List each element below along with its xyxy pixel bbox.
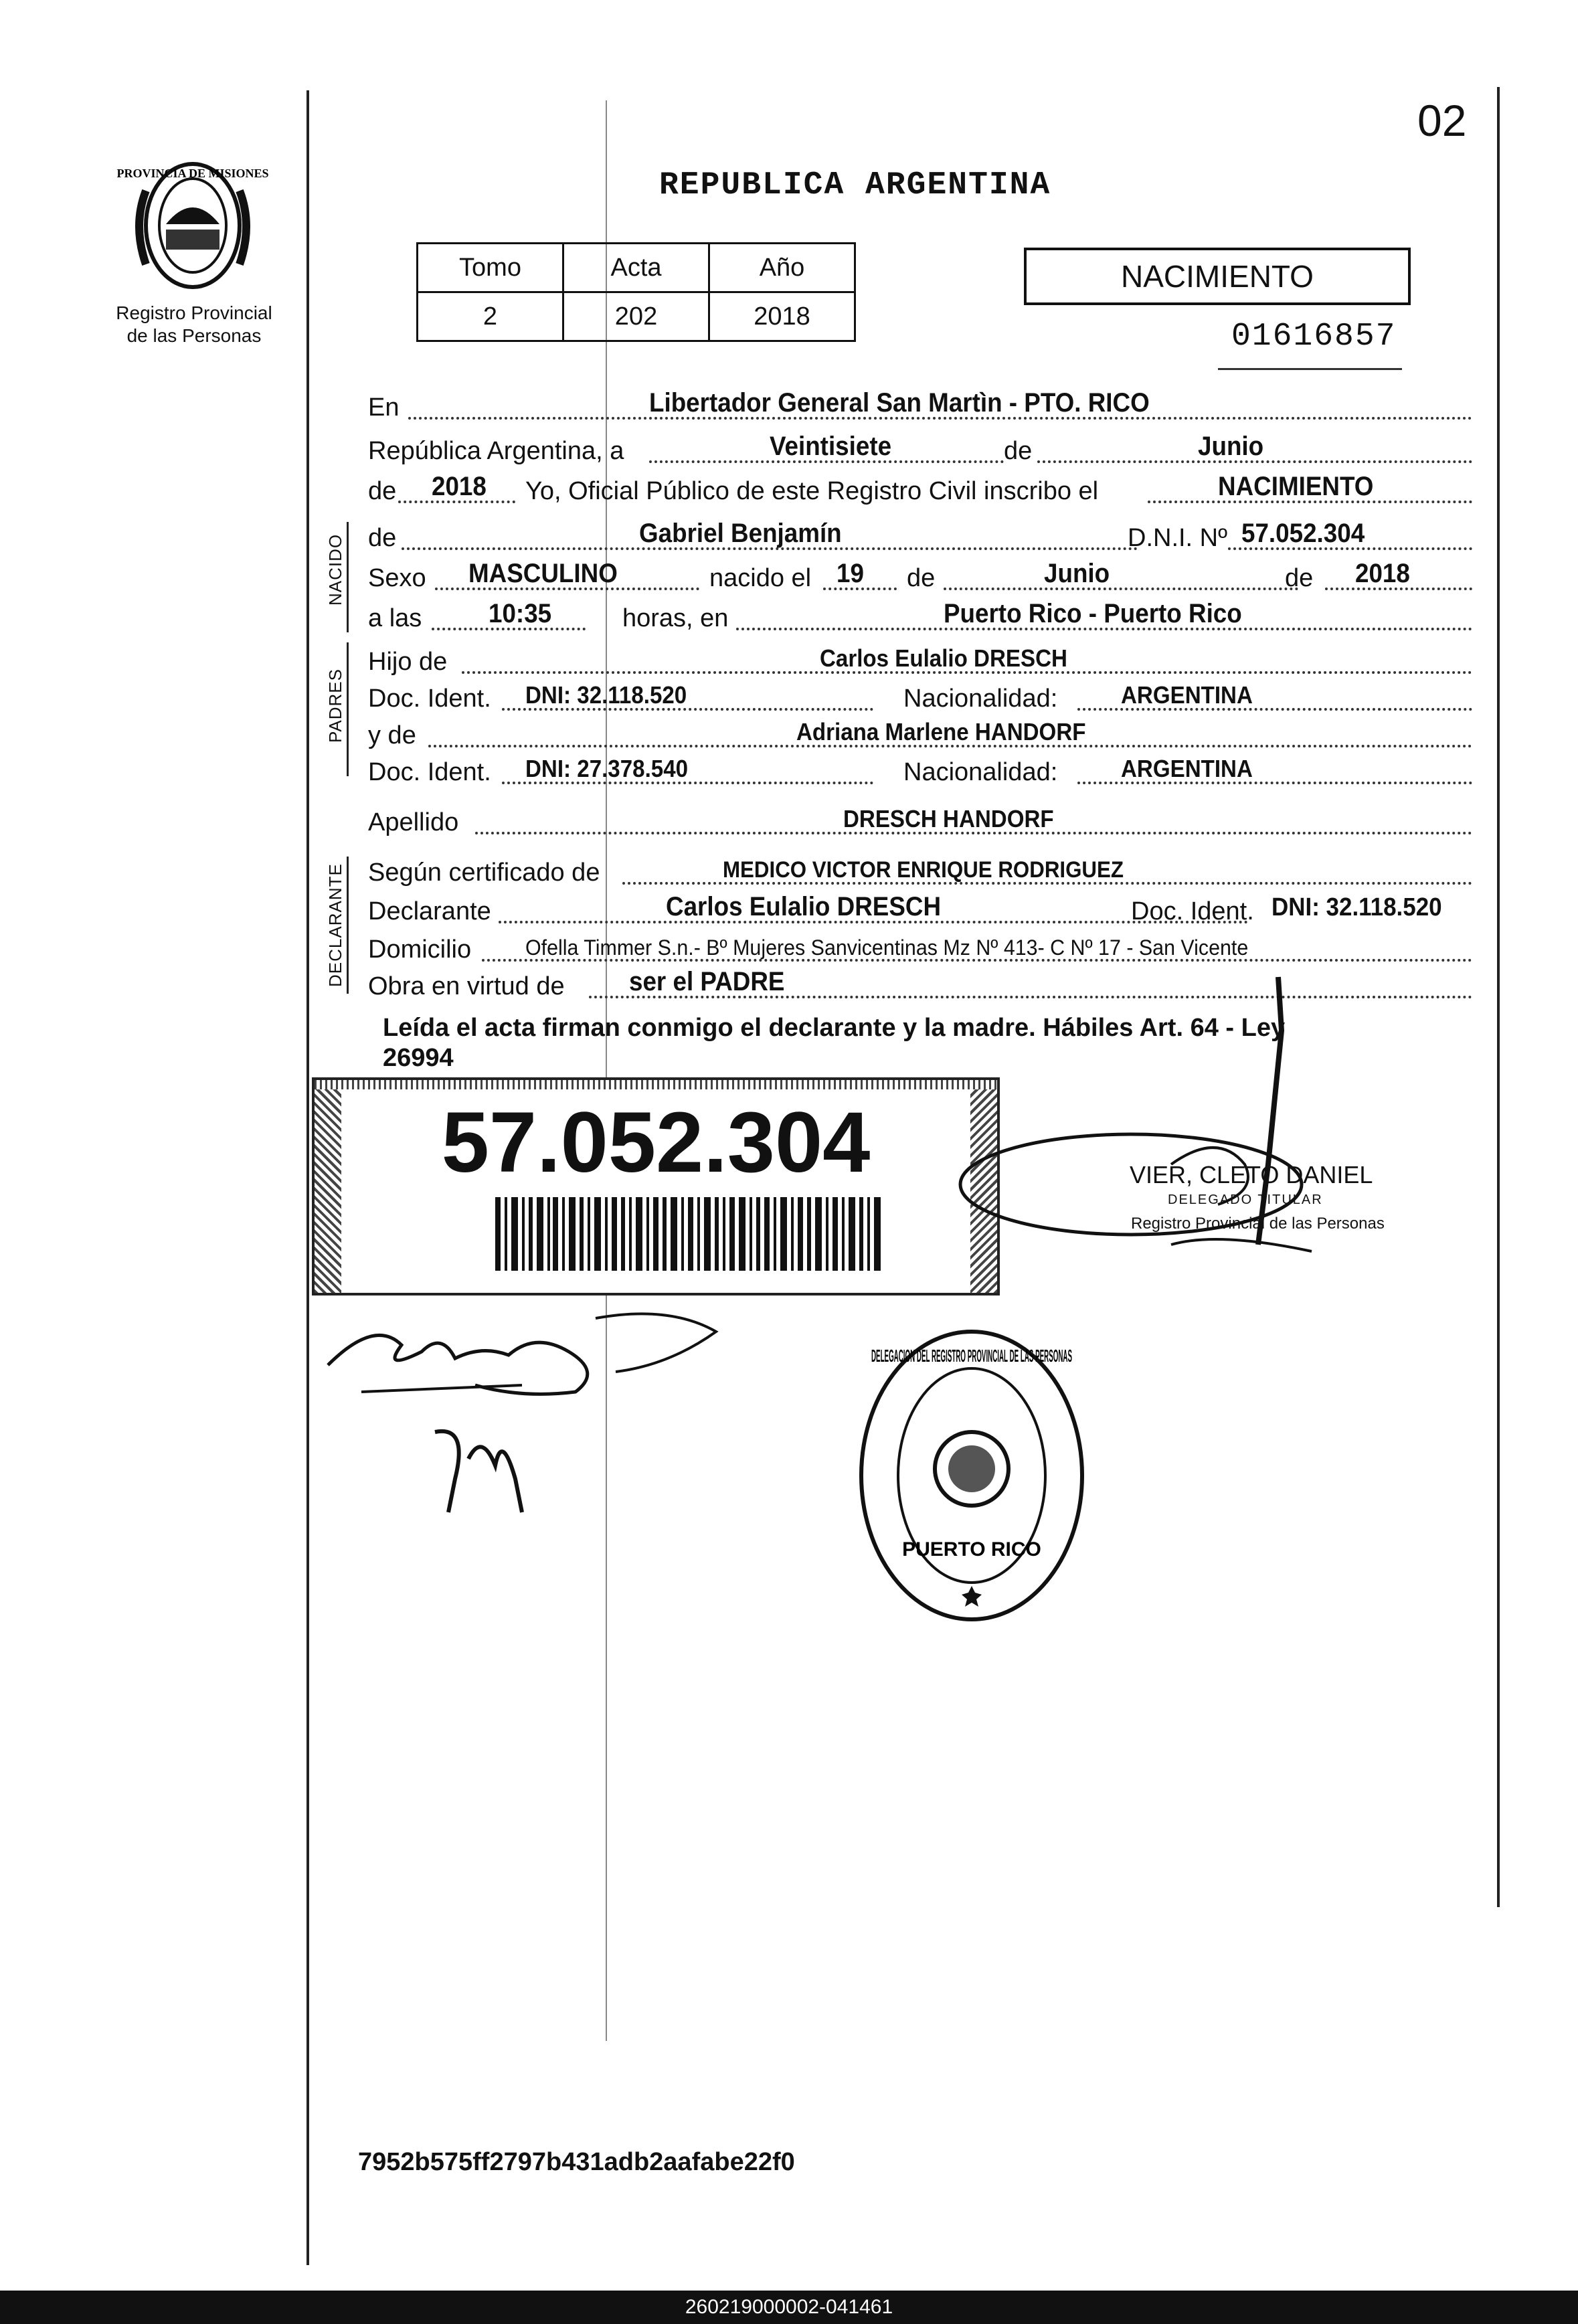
declarant-signature-icon [321,1291,736,1425]
footer-code: 260219000002-041461 [685,2296,893,2318]
madre-doc: DNI: 27.378.540 [525,755,689,782]
nacido-de2-label: de [907,564,936,592]
nacido-dni: 57.052.304 [1241,519,1365,548]
madre-doc-label: Doc. Ident. [368,758,491,786]
sexo-value: MASCULINO [468,559,618,588]
row-apellido [368,793,1472,840]
padre-nac-label: Nacionalidad: [903,685,1058,713]
province-shield-icon [116,151,269,301]
anio-header: Año [709,244,855,292]
padre-nombre: Carlos Eulalio DRESCH [820,644,1067,672]
tomo-acta-anio-table [416,242,856,342]
obra-value: ser el PADRE [629,967,785,996]
nacido-hora: 10:35 [489,599,552,628]
declarante-doc-label: Doc. Ident. [1131,897,1254,925]
official-name: VIER, CLETO DANIEL [1130,1161,1373,1188]
en-label: En [368,393,400,422]
province-logo [116,151,269,301]
nacido-lugar: Puerto Rico - Puerto Rico [944,599,1242,628]
nacido-de3-label: de [1285,564,1314,592]
row-en [368,378,1472,425]
closing-text-2: 26994 [383,1044,454,1072]
madre-nac-label: Nacionalidad: [903,758,1058,786]
nacido-mes: Junio [1044,559,1110,588]
official-role: DELEGADO TITULAR [1168,1192,1323,1207]
certificado-value: MEDICO VICTOR ENRIQUE RODRIGUEZ [723,857,1124,883]
madre-nombre: Adriana Marlene HANDORF [796,718,1086,745]
de-label: de [1004,437,1033,465]
madre-nacionalidad: ARGENTINA [1121,755,1253,782]
nacido-anio: 2018 [1355,559,1410,588]
inscribo-value: NACIMIENTO [1218,472,1374,501]
tomo-header: Tomo [418,244,563,292]
padres-section-label: PADRES [325,668,345,743]
segun-label: Según certificado de [368,859,600,887]
nacido-el-label: nacido el [709,564,812,592]
en-value: Libertador General San Martìn - PTO. RICO [649,388,1150,418]
right-margin-rule [1497,87,1500,1907]
page-number: 02 [1417,96,1467,145]
yo-oficial-text: Yo, Oficial Público de este Registro Civil inscribo el [525,477,1099,505]
barcode-icon [495,1197,883,1271]
dia-value: Veintisiete [770,432,892,461]
declarante-doc: DNI: 32.118.520 [1272,893,1442,921]
logo-caption-1: Registro Provincial [116,302,272,323]
sexo-label: Sexo [368,564,426,592]
padre-doc-label: Doc. Ident. [368,685,491,713]
mother-signature-icon [428,1419,562,1519]
barcode-number: 57.052.304 [441,1095,871,1190]
anio-inscripcion-value: 2018 [432,472,487,501]
official-office: Registro Provincial de las Personas [1131,1215,1385,1233]
de2-label: de [368,477,397,505]
declarante-bracket [347,857,349,994]
seal-inner-text: PUERTO RICO [902,1538,1041,1560]
logo-caption-2: de las Personas [126,325,262,346]
republica-label: República Argentina, a [368,437,624,465]
official-signature-icon [937,964,1352,1251]
registry-seal-icon [851,1322,1092,1629]
declarante-label: Declarante [368,897,491,925]
horas-en-label: horas, en [622,604,729,632]
domicilio-value: Ofella Timmer S.n.- Bº Mujeres Sanvicentinas Mz Nº 413- C Nº 17 - San Vicente [525,935,1249,960]
anio-value: 2018 [709,292,855,341]
acta-header: Acta [563,244,709,292]
alas-label: a las [368,604,422,632]
apellido-value: DRESCH HANDORF [843,805,1054,832]
panel-pattern-top [315,1080,997,1089]
nacido-de-label: de [368,524,397,552]
nacido-dia: 19 [837,559,864,588]
nacido-bracket [347,522,349,632]
row-madre-doc [368,743,1472,790]
logo-ring-text: PROVINCIA DE MISIONES [116,167,269,180]
padre-nacionalidad: ARGENTINA [1121,681,1253,709]
nacimiento-box [1024,248,1411,305]
nacido-dni-label: D.N.I. Nº [1128,524,1227,552]
document-hash: 7952b575ff2797b431adb2aafabe22f0 [358,2148,795,2176]
serial-underline [1218,368,1402,370]
left-margin-rule [306,90,309,2265]
declarante-section-label: DECLARANTE [325,863,345,987]
seal-ring-text: DELEGACION DEL REGISTRO PROVINCIAL DE LAS PERSONAS [871,1346,1072,1366]
nacido-section-label: NACIDO [325,533,345,606]
doc-type-label: NACIMIENTO [1121,259,1314,294]
padres-bracket [347,642,349,776]
apellido-label: Apellido [368,808,459,836]
row-yo-oficial [368,462,1472,509]
y-de-label: y de [368,721,416,749]
serial-number: 01616857 [1231,319,1397,355]
padre-doc: DNI: 32.118.520 [525,681,687,709]
hijo-de-label: Hijo de [368,648,448,676]
document-title: REPUBLICA ARGENTINA [659,167,1051,203]
declarante-value: Carlos Eulalio DRESCH [666,892,942,921]
nacido-nombre: Gabriel Benjamín [639,519,842,548]
closing-text-1: Leída el acta firman conmigo el declarante y la madre. Hábiles Art. 64 - Ley [383,1014,1286,1042]
domicilio-label: Domicilio [368,935,472,964]
mes-value: Junio [1198,432,1264,461]
row-nacido-hora [368,589,1472,636]
acta-value: 202 [563,292,709,341]
tomo-value: 2 [418,292,563,341]
dni-barcode-panel [312,1077,1000,1295]
footer-code-bar [0,2291,1578,2324]
obra-label: Obra en virtud de [368,972,565,1000]
